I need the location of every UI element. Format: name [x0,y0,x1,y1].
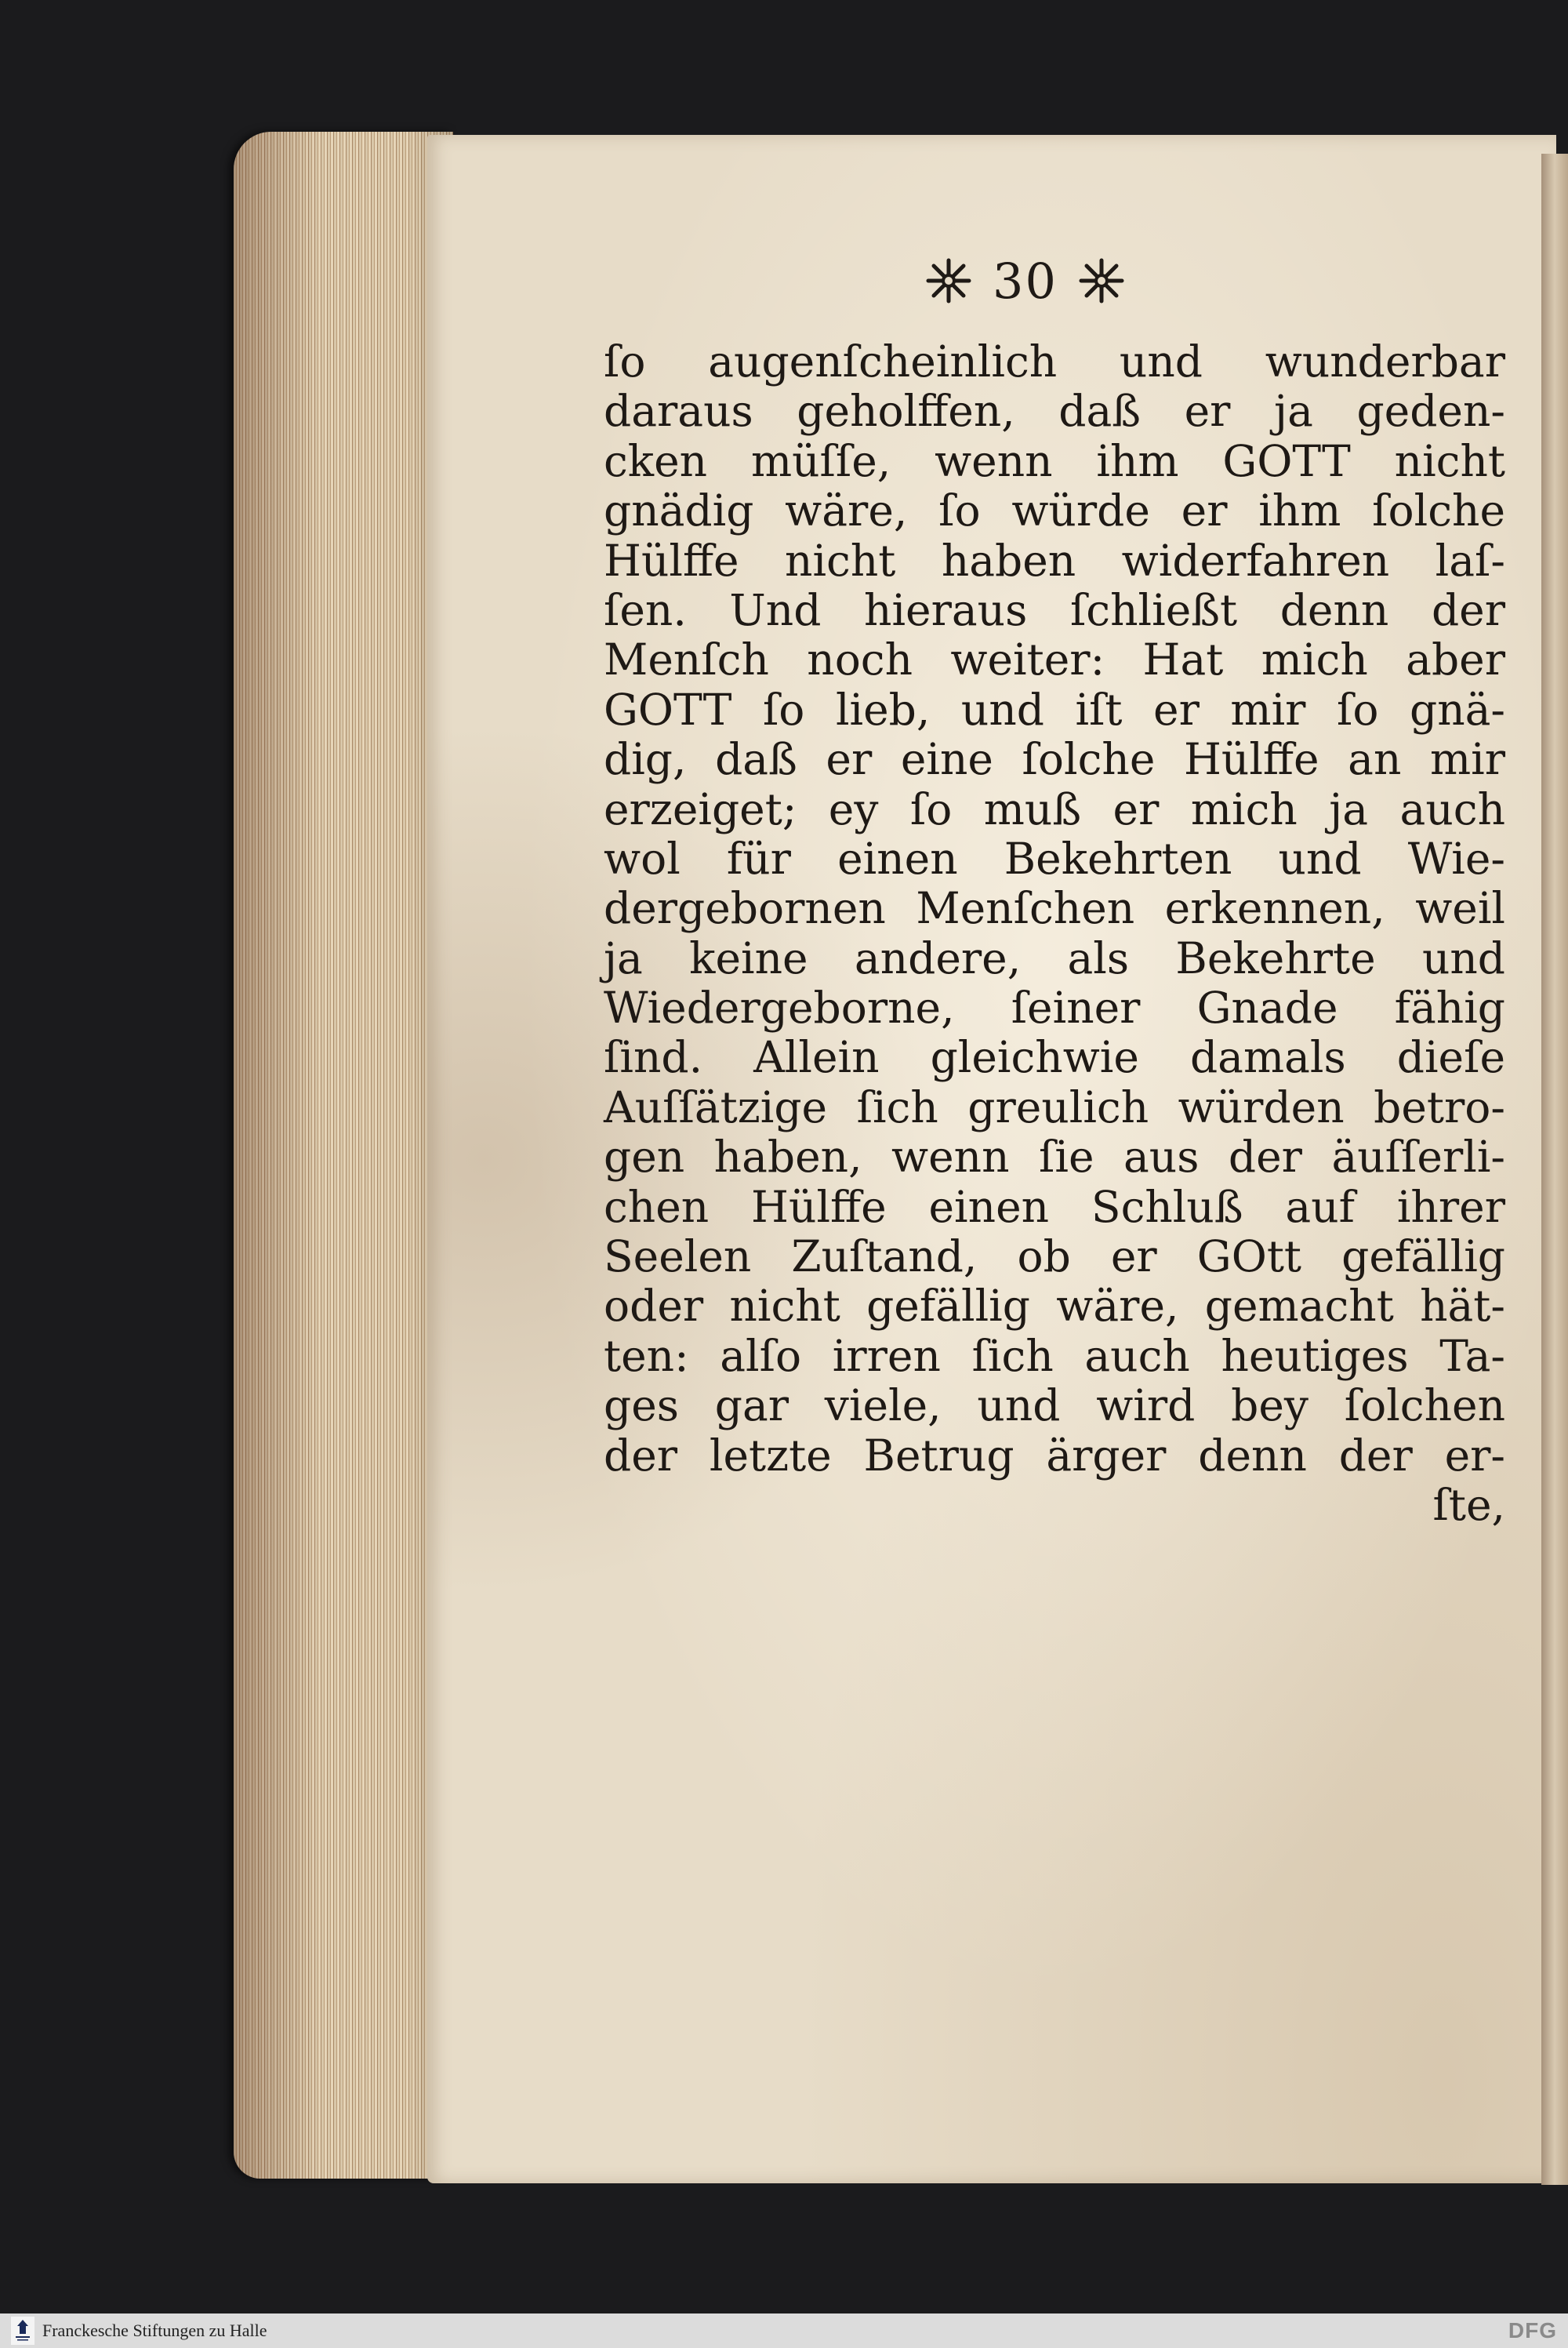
catchword: ſte, [1432,1479,1505,1530]
flower-ornament-icon [1078,257,1125,304]
text-line: ges gar viele, und wird bey ſolchen [604,1380,1505,1431]
text-line: oder nicht gefällig wäre, gemacht hät- [604,1281,1505,1332]
footer-bar [0,2313,1568,2348]
text-line: Seelen Zuſtand, ob er GOtt gefällig [604,1231,1505,1282]
text-line: GOTT ſo lieb, und iſt er mir ſo gnä- [604,684,1505,735]
text-line: chen Hülffe einen Schluß auf ihrer [604,1181,1505,1232]
book-gutter [1541,154,1568,2185]
text-line: ſind. Allein gleichwie damals dieſe [604,1032,1505,1083]
footer-attribution [0,2317,267,2345]
page-number: 30 [993,252,1058,310]
text-line: ja keine andere, als Bekehrte und [604,932,1505,983]
text-line: Hülffe nicht haben widerfahren laſ- [604,535,1505,586]
page-text [604,337,1505,1530]
text-line: Auſſätzige ſich greulich würden betro- [604,1081,1505,1132]
text-line: ſo augenſcheinlich und wunderbar [604,336,1505,387]
book-page-edges [234,132,453,2179]
text-line: ten: alſo irren ſich auch heutiges Ta- [604,1330,1505,1381]
text-line: der letzte Betrug ärger denn der er- [604,1430,1505,1481]
flower-ornament-icon [925,257,972,304]
text-line: Wiedergeborne, ſeiner Gnade fähig [604,983,1505,1034]
text-line: Menſch noch weiter: Hat mich aber [604,634,1505,685]
text-line: dergebornen Menſchen erkennen, weil [604,883,1505,934]
dfg-logo-text: DFG [1508,2318,1557,2343]
text-line: dig, daß er eine ſolche Hülffe an mir [604,734,1505,785]
text-line: erzeiget; ey ſo muß er mich ja auch [604,783,1505,834]
text-line: gen haben, wenn ſie aus der äuſſerli- [604,1132,1505,1183]
text-line: daraus geholffen, daß er ja geden- [604,386,1505,437]
institution-logo-icon [11,2317,34,2345]
text-line: cken müſſe, wenn ihm GOTT nicht [604,435,1505,486]
page-header [925,249,1125,312]
text-line: ſen. Und hieraus ſchließt denn der [604,584,1505,635]
text-line: gnädig wäre, ſo würde er ihm ſolche [604,485,1505,536]
text-line: wol für einen Bekehrten und Wie- [604,833,1505,884]
institution-name: Franckesche Stiftungen zu Halle [42,2321,267,2340]
